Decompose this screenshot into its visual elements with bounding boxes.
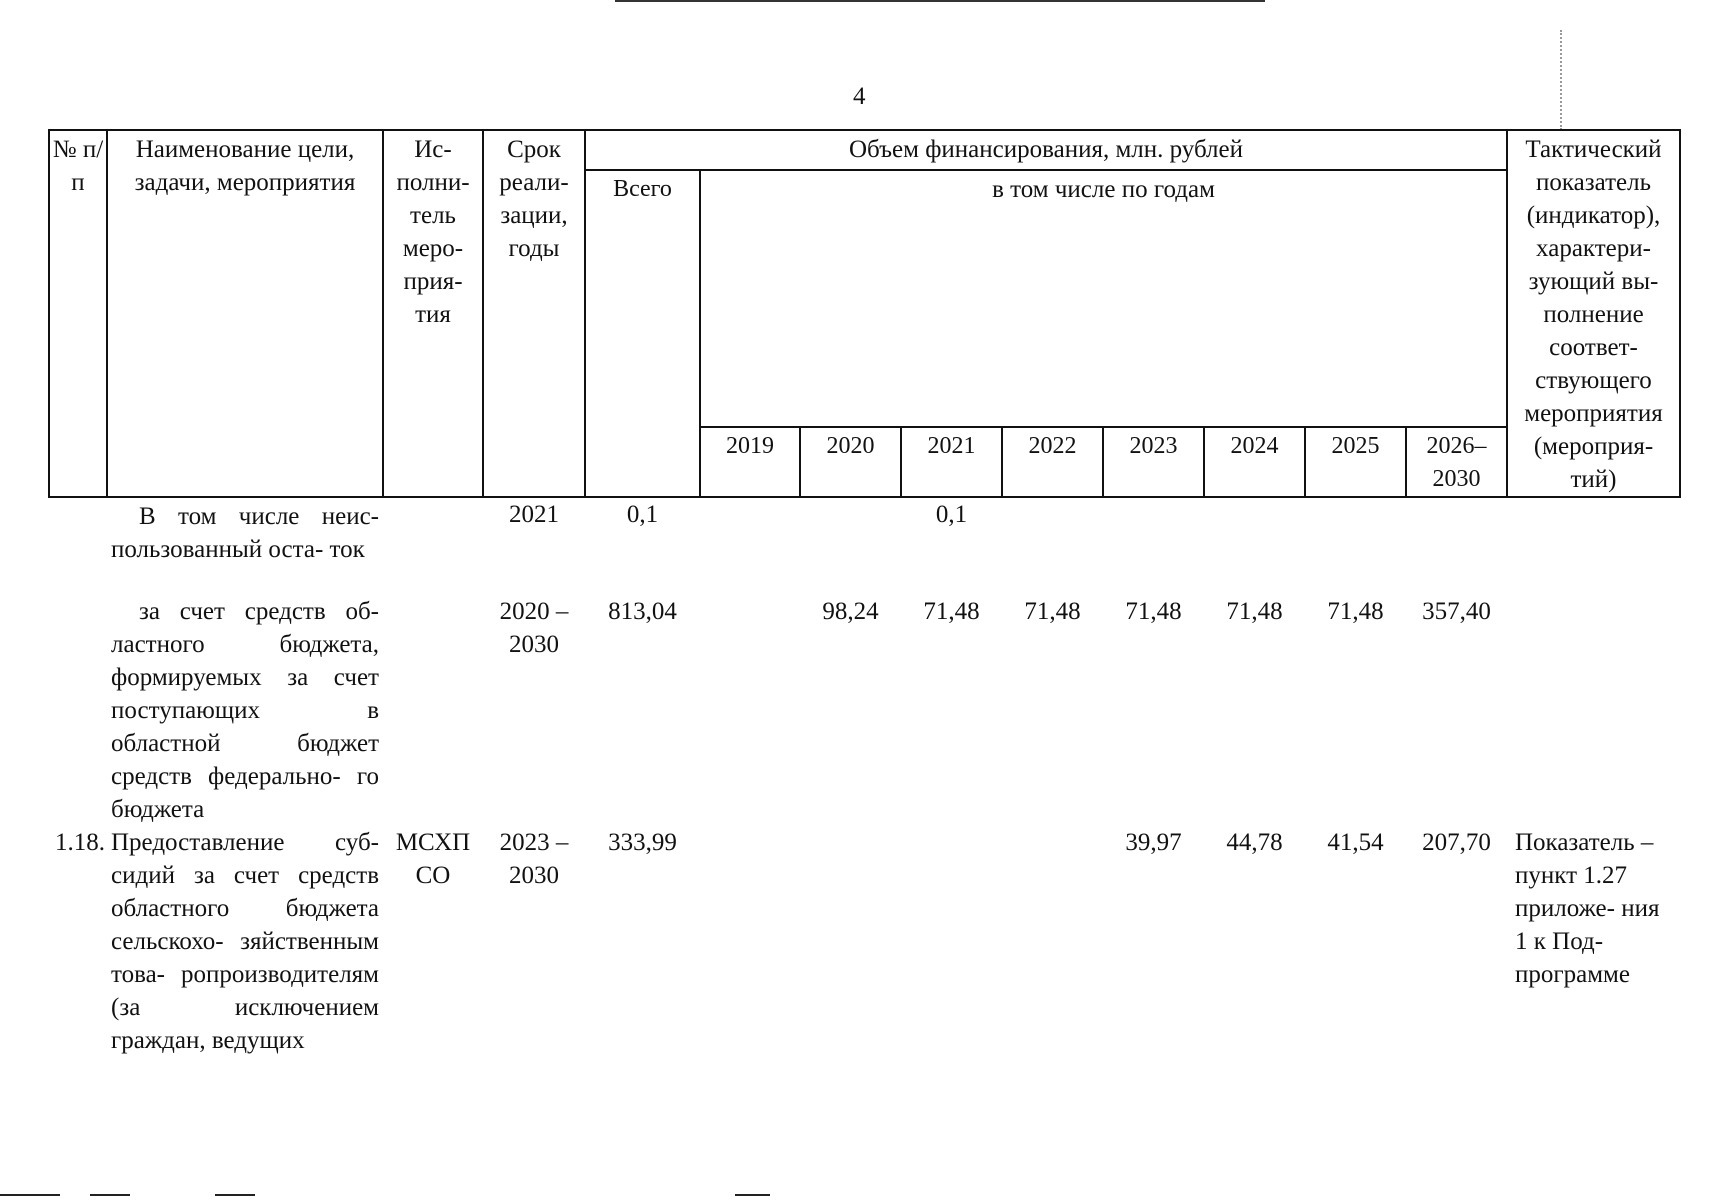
page-number: 4 [853,83,866,110]
table-row [49,826,1680,1057]
row-name: за счет средств об- ластного бюджета, формируемых за счет поступающих в областной бюджет средств федерально- го бюджета [111,598,379,823]
row-year-value [1204,497,1305,595]
header-indicator: Тактический показатель (индикатор), характери- зующий вы- полнение соответ- ствующего мероприятия (мероприя- тий) [1507,130,1680,497]
row-name: В том числе неис- пользованный оста- ток [111,503,379,563]
row-year-value [700,595,800,826]
row-year-value [1406,497,1507,595]
row-indicator [1507,595,1680,826]
header-no: № п/п [49,130,107,497]
row-year-value: 71,48 [1226,598,1283,625]
row-year-value [800,826,901,1057]
row-year-value [901,826,1002,1057]
table-row [49,497,1680,595]
financing-table [48,129,1681,1057]
row-year-value [800,497,901,595]
row-year-value: 98,24 [822,598,879,625]
header-year: 2021 [901,427,1002,497]
header-by-years: в том числе по годам [700,170,1507,427]
row-total: 813,04 [608,598,677,625]
row-no [49,595,107,826]
row-year-value [700,826,800,1057]
header-total: Всего [585,170,700,497]
row-year-value [1002,826,1103,1057]
header-year: 2025 [1305,427,1406,497]
row-year-value [1103,497,1204,595]
row-year-value: 39,97 [1125,829,1182,856]
row-no [49,497,107,595]
scan-margin-dots [1560,30,1564,130]
row-year-value: 207,70 [1422,829,1491,856]
row-total: 333,99 [608,829,677,856]
row-year-value [700,497,800,595]
row-term: 2021 [509,501,559,528]
header-year: 2023 [1103,427,1204,497]
row-executor [383,595,483,826]
row-total: 0,1 [626,501,659,528]
header-year: 2026–2030 [1406,427,1507,497]
header-term: Срок реали- зации, годы [483,130,585,497]
row-executor: МСХП СО [395,829,471,889]
row-year-value: 357,40 [1422,598,1491,625]
scan-bottom-marks [0,1194,1709,1197]
scan-top-line [615,0,1265,2]
row-no: 1.18. [55,829,105,856]
header-funding: Объем финансирования, млн. рублей [585,130,1507,170]
row-name: Предоставление суб- сидий за счет средств областного бюджета сельскохо- зяйственным това- ропроизводителям (за исключением граждан, ведущих [111,829,379,1054]
row-year-value: 71,48 [1327,598,1384,625]
row-year-value [1305,497,1406,595]
row-year-value: 44,78 [1226,829,1283,856]
row-year-value: 0,1 [935,501,968,528]
header-name: Наименование цели, задачи, мероприятия [107,130,383,497]
row-term: 2023 – 2030 [499,829,569,889]
header-year: 2019 [700,427,800,497]
row-year-value [1002,497,1103,595]
header-executor: Ис- полни- тель меро- прия- тия [383,130,483,497]
row-indicator: Показатель – пункт 1.27 приложе- ния 1 к Под- программе [1515,829,1660,988]
header-year: 2024 [1204,427,1305,497]
header-year: 2022 [1002,427,1103,497]
row-executor [383,497,483,595]
header-year: 2020 [800,427,901,497]
row-year-value: 71,48 [923,598,980,625]
row-indicator [1507,497,1680,595]
table-row [49,595,1680,826]
row-year-value: 71,48 [1125,598,1182,625]
row-term: 2020 – 2030 [499,598,569,658]
row-year-value: 71,48 [1024,598,1081,625]
row-year-value: 41,54 [1327,829,1384,856]
